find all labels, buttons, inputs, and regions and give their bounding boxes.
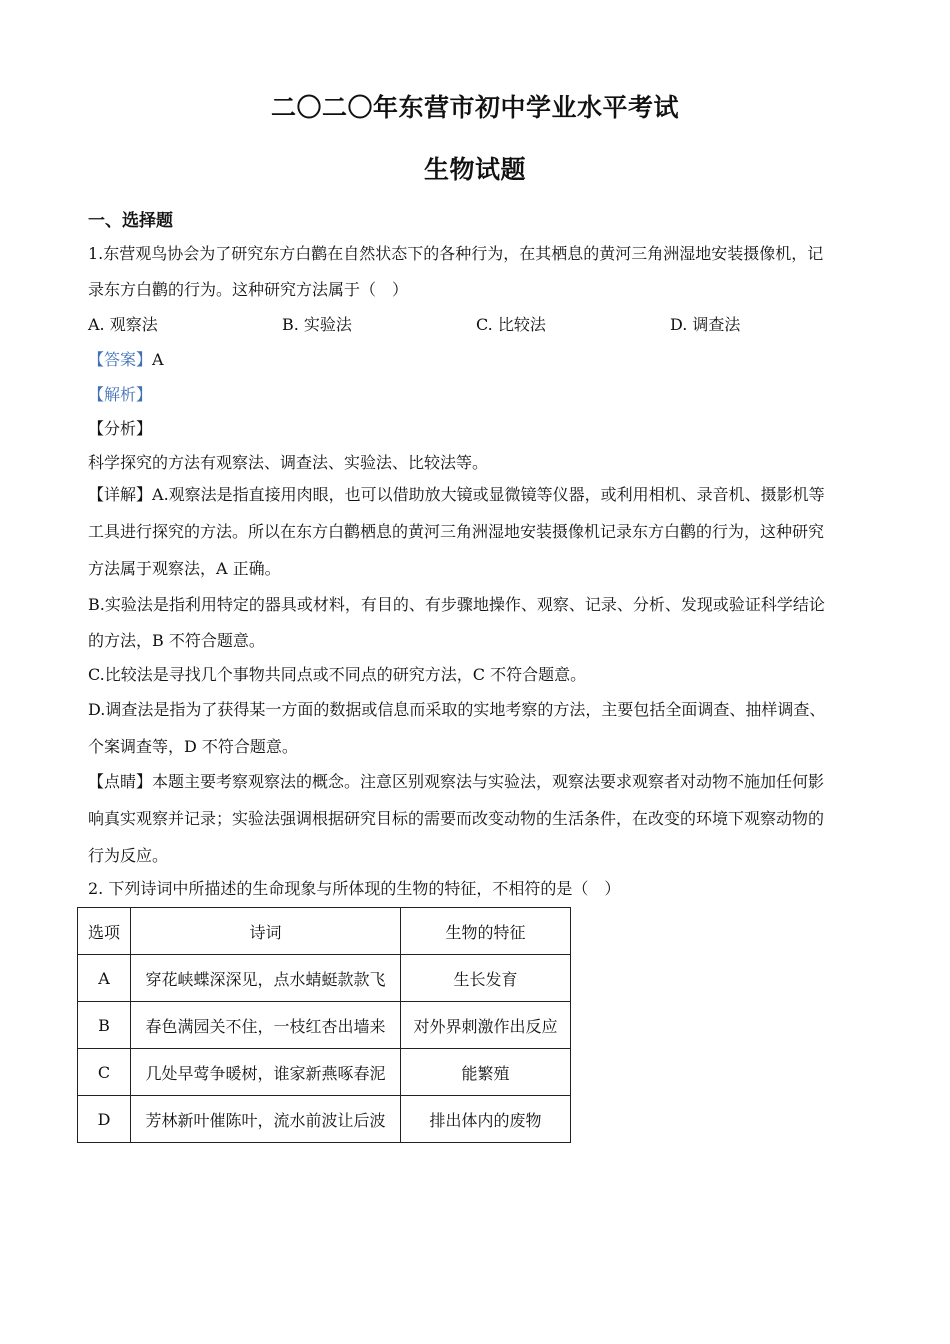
detail-line2: 工具进行探究的方法。所以在东方白鹳栖息的黄河三角洲湿地安装摄像机记录东方白鹳的行为，这种研究 [88,522,825,541]
dianjing-line2: 响真实观察并记录；实验法强调根据研究目标的需要而改变动物的生活条件，在改变的环境下观察动物的 [88,809,825,828]
table-header-cell: 诗词 [131,908,401,955]
table-cell: 穿花峡蝶深深见，点水蜻蜓款款飞 [131,955,401,1002]
section-heading: 一、选择题 [88,211,173,231]
detail-text-1: A.观察法是指直接用肉眼，也可以借助放大镜或显微镜等仪器，或利用相机、录音机、摄影机等 [152,485,825,504]
option-d-explain-line2: 个案调查等，D 不符合题意。 [88,737,298,756]
q1-stem-line2: 录东方白鹳的行为。这种研究方法属于（ ） [88,280,409,299]
dianjing-text-1: 本题主要考察观察法的概念。注意区别观察法与实验法，观察法要求观察者对动物不施加任何影 [152,772,825,791]
table-header-cell: 选项 [78,908,131,955]
table-cell: 春色满园关不住，一枝红杏出墙来 [131,1002,401,1049]
table-cell: 芳林新叶催陈叶，流水前波让后波 [131,1096,401,1143]
fenxi-label: 【分析】 [88,419,153,438]
exam-subtitle: 生物试题 [423,155,526,184]
fenxi-text: 科学探究的方法有观察法、调查法、实验法、比较法等。 [88,453,489,472]
table-cell: 排出体内的废物 [401,1096,571,1143]
table-header-row [78,908,571,955]
table-cell: 能繁殖 [401,1049,571,1096]
detail-line1 [88,482,868,505]
table-row [78,955,571,1002]
answer-value: A [152,350,164,369]
detail-label: 【详解】 [88,485,153,504]
table-cell: D [78,1096,131,1143]
table-header-cell: 生物的特征 [401,908,571,955]
option-b-explain-line2: 的方法，B 不符合题意。 [88,631,265,650]
table-cell: 生长发育 [401,955,571,1002]
table-row [78,1096,571,1143]
q1-option-a: A. 观察法 [88,315,158,334]
table-cell: A [78,955,131,1002]
table-cell: C [78,1049,131,1096]
q1-stem-line1: 1.东营观鸟协会为了研究东方白鹳在自然状态下的各种行为，在其栖息的黄河三角洲湿地安装摄像机，记 [88,244,824,263]
detail-line3: 方法属于观察法，A 正确。 [88,559,281,578]
dianjing-line1 [88,769,868,792]
option-b-explain-line1: B.实验法是指利用特定的器具或材料，有目的、有步骤地操作、观察、记录、分析、发现或验证科学结论 [88,595,825,614]
q1-option-b: B. 实验法 [282,315,352,334]
table-row [78,1002,571,1049]
option-c-explain: C.比较法是寻找几个事物共同点或不同点的研究方法，C 不符合题意。 [88,665,587,684]
q2-table [77,907,571,1143]
q2-stem: 2. 下列诗词中所描述的生命现象与所体现的生物的特征，不相符的是（ ） [88,879,621,898]
option-d-explain-line1: D.调查法是指为了获得某一方面的数据或信息而采取的实地考察的方法，主要包括全面调查、抽样调查、 [88,700,826,719]
q1-answer [88,347,868,370]
q1-option-d: D. 调查法 [670,315,741,334]
dianjing-label: 【点睛】 [88,772,153,791]
answer-label: 【答案】 [88,350,153,369]
dianjing-line3: 行为反应。 [88,846,169,865]
table-row [78,1049,571,1096]
exam-title: 二〇二〇年东营市初中学业水平考试 [270,93,679,122]
table-cell: B [78,1002,131,1049]
table-cell: 几处早莺争暖树，谁家新燕啄春泥 [131,1049,401,1096]
q1-option-c: C. 比较法 [476,315,546,334]
analysis-label: 【解析】 [88,385,153,404]
table-cell: 对外界刺激作出反应 [401,1002,571,1049]
